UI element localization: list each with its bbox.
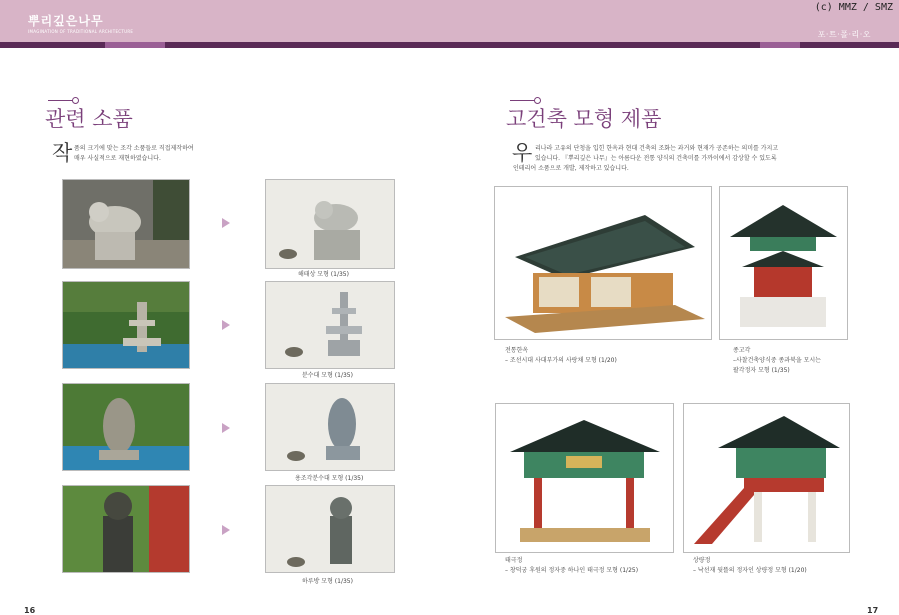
sangnyangjeong-caption (693, 556, 807, 576)
page-number-left: 16 (24, 606, 36, 615)
intro-line: 리나라 고유의 단청을 입힌 한옥과 현대 건축의 조화는 과거와 현재가 공존하는 의미를 가지고 (535, 145, 779, 152)
harubang-original-photo (62, 485, 190, 573)
intro-line: 매우 사실적으로 재현하였습니다. (74, 155, 161, 162)
arrow-icon (222, 218, 230, 228)
bell-pavilion-caption (733, 346, 821, 376)
dragon-original-photo (62, 383, 190, 471)
brand-logo: 뿌리깊은나무 (28, 14, 104, 28)
copyright-text: (c) MMZ / SMZ (814, 2, 893, 13)
hanok-caption (505, 346, 617, 366)
hanok-model-photo (494, 186, 712, 340)
harubang-model-photo (265, 485, 395, 573)
left-section-title: 관련 소품 (45, 107, 133, 131)
header-accent (760, 42, 800, 48)
harubang-caption: 하루방 모형 (1/35) (302, 578, 353, 585)
product-desc: – 낙선재 뒷뜰의 정자인 상량정 모형 (1/20) (693, 567, 807, 574)
right-intro-cont: 인테리어 소품으로 개발, 제작하고 있습니다. (513, 165, 629, 172)
haetae-original-photo (62, 179, 190, 269)
product-desc: 팔각정자 모형 (1/35) (733, 367, 790, 374)
fountain-caption: 분수대 모형 (1/35) (302, 372, 353, 379)
taegeukjeong-model-photo (495, 403, 674, 553)
intro-line: 있습니다. 『뿌리깊은 나무』는 아름다운 전통 양식의 건축미를 가까이에서 감상할 수 있도록 (535, 155, 777, 162)
intro-line: 품의 크기에 맞는 조각 소품들로 직접제작하여 (74, 145, 194, 152)
bell-pavilion-model-photo (719, 186, 848, 340)
arrow-icon (222, 423, 230, 433)
arrow-icon (222, 525, 230, 535)
dragon-model-photo (265, 383, 395, 471)
section-label: 포·트·폴·리·오 (817, 30, 871, 39)
left-dropcap: 작 (52, 141, 73, 165)
header-accent (105, 42, 165, 48)
header-band (0, 0, 899, 42)
product-desc: – 조선시대 사대부가의 사랑채 모형 (1/20) (505, 357, 617, 364)
right-intro (535, 144, 778, 164)
product-desc: – 창덕궁 후원의 정자중 하나인 태극정 모형 (1/25) (505, 567, 639, 574)
product-name: 상량정 (693, 557, 711, 564)
dragon-caption: 용조각분수대 모형 (1/35) (295, 475, 364, 482)
product-name: 태극정 (505, 557, 523, 564)
haetae-model-photo (265, 179, 395, 269)
taegeukjeong-caption (505, 556, 638, 576)
sangnyangjeong-model-photo (683, 403, 850, 553)
product-desc: –사찰건축양식중 종과북을 모시는 (733, 357, 821, 364)
brand-tagline: IMAGINATION OF TRADITIONAL ARCHITECTURE (28, 29, 134, 34)
fountain-model-photo (265, 281, 395, 369)
arrow-icon (222, 320, 230, 330)
haetae-caption: 해태상 모형 (1/35) (298, 271, 349, 278)
right-dropcap: 우 (512, 141, 533, 165)
title-ornament (48, 100, 76, 101)
fountain-original-photo (62, 281, 190, 369)
product-name: 종고각 (733, 347, 751, 354)
left-intro (74, 144, 194, 164)
page-number-right: 17 (867, 606, 879, 615)
title-ornament (510, 100, 538, 101)
product-name: 전통한옥 (505, 347, 529, 354)
right-section-title: 고건축 모형 제품 (506, 107, 662, 131)
